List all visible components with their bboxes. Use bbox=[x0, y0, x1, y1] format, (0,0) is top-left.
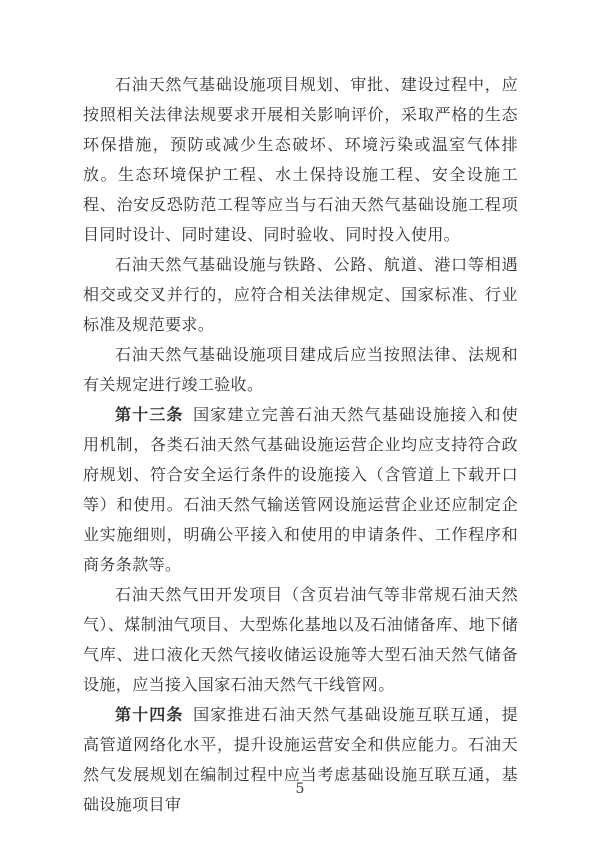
paragraph-text: 国家建立完善石油天然气基础设施接入和使用机制，各类石油天然气基础设施运营企业均应支持符合政府规划、符合安全运行条件的设施接入（含管道上下载开口等）和使用。石油天然气输送管网设施运营企业还应制定企业实施细则，明确公平接入和使用的申请条件、工作程序和商务条款等。 bbox=[83, 405, 518, 574]
article-number: 第十四条 bbox=[115, 705, 184, 724]
paragraph bbox=[83, 70, 518, 250]
paragraph-text: 石油天然气田开发项目（含页岩油气等非常规石油天然气）、煤制油气项目、大型炼化基地以及石油储备库、地下储气库、进口液化天然气接收储运设施等大型石油天然气储备设施，应当接入国家石油天然气干线管网。 bbox=[83, 585, 518, 694]
paragraph-text: 石油天然气基础设施项目规划、审批、建设过程中，应按照相关法律法规要求开展相关影响评价，采取严格的生态环保措施，预防或减少生态破坏、环境污染或温室气体排放。生态环境保护工程、水土保持设施工程、安全设施工程、治安反恐防范工程等应当与石油天然气基础设施工程项目同时设计、同时建设、同时验收、同时投入使用。 bbox=[83, 75, 518, 244]
paragraph bbox=[83, 250, 518, 340]
paragraph-text: 国家推进石油天然气基础设施互联互通，提高管道网络化水平，提升设施运营安全和供应能力。石油天然气发展规划在编制过程中应当考虑基础设施互联互通，基础设施项目审 bbox=[83, 705, 518, 814]
paragraph-text: 石油天然气基础设施项目建成后应当按照法律、法规和有关规定进行竣工验收。 bbox=[83, 345, 518, 394]
paragraph-article-14 bbox=[83, 700, 518, 820]
document-body bbox=[83, 70, 518, 820]
paragraph-text: 石油天然气基础设施与铁路、公路、航道、港口等相遇相交或交叉并行的，应符合相关法律规定、国家标准、行业标准及规范要求。 bbox=[83, 255, 518, 334]
paragraph bbox=[83, 340, 518, 400]
paragraph bbox=[83, 580, 518, 700]
paragraph-article-13 bbox=[83, 400, 518, 580]
page-number: 5 bbox=[295, 781, 305, 797]
page-footer bbox=[0, 778, 600, 797]
article-number: 第十三条 bbox=[115, 405, 184, 424]
